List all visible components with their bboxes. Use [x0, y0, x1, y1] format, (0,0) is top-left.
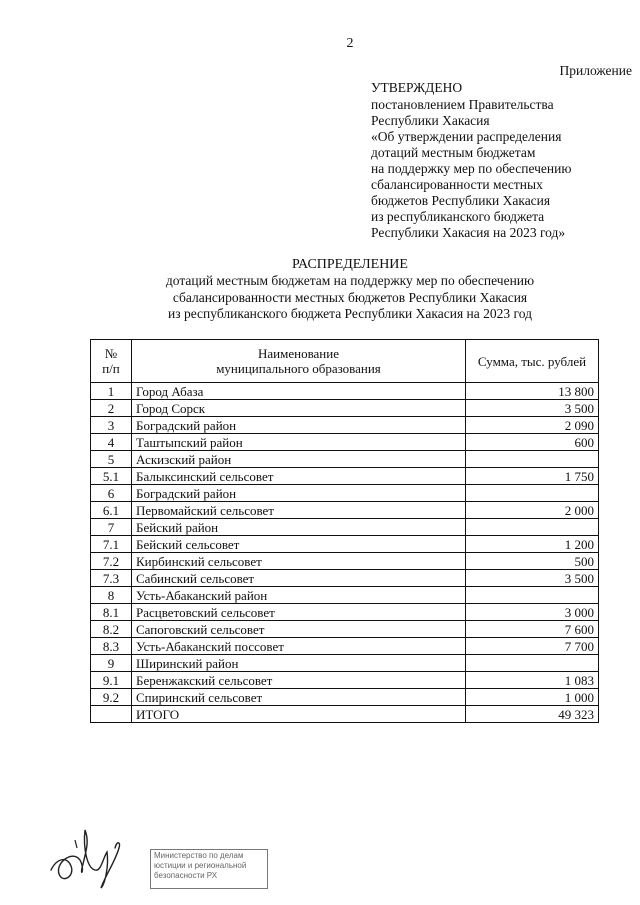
header-number-line2: п/п — [102, 361, 120, 376]
table-row — [91, 553, 599, 570]
approval-line: дотаций местным бюджетам — [371, 145, 536, 160]
header-name-line2: муниципального образования — [216, 361, 381, 376]
approval-line: Республики Хакасия на 2023 год» — [371, 225, 566, 240]
row-sum: 13 800 — [466, 383, 599, 400]
row-name: Усть-Абаканский район — [132, 587, 466, 604]
row-name: Сабинский сельсовет — [132, 570, 466, 587]
table-row — [91, 638, 599, 655]
row-sum: 49 323 — [466, 706, 599, 723]
row-sum: 7 600 — [466, 621, 599, 638]
row-number: 7 — [91, 519, 132, 536]
table-header-row — [91, 340, 599, 383]
table-body — [91, 383, 599, 723]
row-number: 3 — [91, 417, 132, 434]
row-number — [91, 706, 132, 723]
table-row — [91, 434, 599, 451]
table-row — [91, 587, 599, 604]
table-row — [91, 689, 599, 706]
row-number: 9.2 — [91, 689, 132, 706]
row-number: 5.1 — [91, 468, 132, 485]
table-row — [91, 468, 599, 485]
row-name: Расцветовский сельсовет — [132, 604, 466, 621]
row-number: 4 — [91, 434, 132, 451]
signature — [45, 818, 135, 893]
row-number: 8.1 — [91, 604, 132, 621]
distribution-table — [90, 339, 599, 723]
subtitle-line: из республиканского бюджета Республики Хакасия на 2023 год — [168, 306, 532, 321]
row-name: Ширинский район — [132, 655, 466, 672]
header-number-line1: № — [104, 346, 118, 361]
row-name: Таштыпский район — [132, 434, 466, 451]
row-sum — [466, 485, 599, 502]
row-name: ИТОГО — [132, 706, 466, 723]
appendix-label: Приложение — [559, 63, 632, 78]
table-row — [91, 706, 599, 723]
row-name: Балыксинский сельсовет — [132, 468, 466, 485]
approval-line: бюджетов Республики Хакасия — [371, 193, 551, 208]
row-number: 9.1 — [91, 672, 132, 689]
row-sum: 2 000 — [466, 502, 599, 519]
row-name: Спиринский сельсовет — [132, 689, 466, 706]
table-row — [91, 672, 599, 689]
row-name: Бейский сельсовет — [132, 536, 466, 553]
header-name-line1: Наименование — [258, 346, 339, 361]
row-number: 8.2 — [91, 621, 132, 638]
row-sum — [466, 451, 599, 468]
row-name: Боградский район — [132, 417, 466, 434]
row-number: 7.2 — [91, 553, 132, 570]
header-number — [91, 340, 132, 383]
approval-line: «Об утверждении распределения — [371, 129, 562, 144]
document-subtitle — [0, 273, 640, 323]
row-sum — [466, 519, 599, 536]
approval-line: постановлением Правительства — [371, 97, 554, 112]
subtitle-line: дотаций местным бюджетам на поддержку мер по обеспечению — [165, 273, 535, 288]
stamp-line: юстиции и региональной — [154, 861, 247, 870]
row-name: Сапоговский сельсовет — [132, 621, 466, 638]
row-sum: 2 090 — [466, 417, 599, 434]
table-row — [91, 621, 599, 638]
approval-line: Республики Хакасия — [371, 113, 490, 128]
table-row — [91, 451, 599, 468]
approval-line: сбалансированности местных — [371, 177, 543, 192]
row-number: 5 — [91, 451, 132, 468]
row-sum: 1 000 — [466, 689, 599, 706]
row-sum: 3 500 — [466, 400, 599, 417]
table-row — [91, 536, 599, 553]
table-row — [91, 655, 599, 672]
subtitle-line: сбалансированности местных бюджетов Республики Хакасия — [172, 289, 528, 305]
row-sum: 3 500 — [466, 570, 599, 587]
row-sum: 1 750 — [466, 468, 599, 485]
page-number: 2 — [346, 36, 354, 51]
row-sum: 1 083 — [466, 672, 599, 689]
row-name: Город Сорск — [132, 400, 466, 417]
table-row — [91, 502, 599, 519]
row-name: Беренжакский сельсовет — [132, 672, 466, 689]
row-name: Усть-Абаканский поссовет — [132, 638, 466, 655]
row-number: 8 — [91, 587, 132, 604]
row-number: 6 — [91, 485, 132, 502]
stamp-line: безопасности РХ — [154, 871, 218, 880]
row-number: 2 — [91, 400, 132, 417]
document-heading: РАСПРЕДЕЛЕНИЕ — [292, 257, 408, 272]
table-row — [91, 604, 599, 621]
row-number: 8.3 — [91, 638, 132, 655]
row-number: 1 — [91, 383, 132, 400]
table-row — [91, 570, 599, 587]
table-row — [91, 417, 599, 434]
row-sum: 3 000 — [466, 604, 599, 621]
approval-block — [371, 80, 571, 241]
row-number: 7.3 — [91, 570, 132, 587]
row-sum: 600 — [466, 434, 599, 451]
row-sum: 7 700 — [466, 638, 599, 655]
row-number: 6.1 — [91, 502, 132, 519]
header-sum: Сумма, тыс. рублей — [466, 340, 599, 383]
approval-title: УТВЕРЖДЕНО — [371, 80, 463, 95]
stamp-line: Министерство по делам — [154, 851, 244, 860]
row-sum — [466, 587, 599, 604]
table-row — [91, 383, 599, 400]
table-row — [91, 400, 599, 417]
row-name: Кирбинский сельсовет — [132, 553, 466, 570]
registration-stamp — [150, 849, 268, 889]
row-name: Аскизский район — [132, 451, 466, 468]
row-name: Бейский район — [132, 519, 466, 536]
header-name — [132, 340, 466, 383]
row-name: Город Абаза — [132, 383, 466, 400]
row-sum — [466, 655, 599, 672]
row-name: Первомайский сельсовет — [132, 502, 466, 519]
row-number: 9 — [91, 655, 132, 672]
approval-line: на поддержку мер по обеспечению — [371, 161, 572, 176]
row-sum: 1 200 — [466, 536, 599, 553]
table-row — [91, 519, 599, 536]
table-row — [91, 485, 599, 502]
row-sum: 500 — [466, 553, 599, 570]
approval-line: из республиканского бюджета — [371, 209, 545, 224]
row-name: Боградский район — [132, 485, 466, 502]
row-number: 7.1 — [91, 536, 132, 553]
